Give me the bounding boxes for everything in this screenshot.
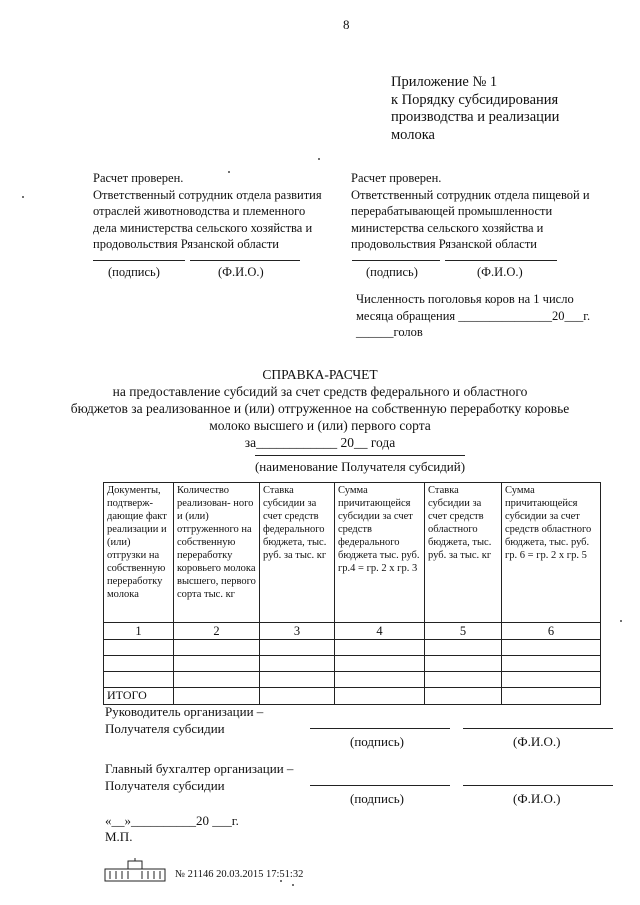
- table-cell[interactable]: [174, 688, 260, 705]
- left-check-text: отраслей животноводства и племенного: [93, 204, 306, 218]
- table-header-row: [104, 483, 601, 623]
- scan-speck: [228, 171, 230, 173]
- table-header-cell: Сумма причитающейся субсидии за счет средств федерального бюджета тыс. руб. гр.4 = гр. 2 х гр. 3: [335, 483, 425, 623]
- heading-block: [60, 366, 580, 451]
- cows-line: месяца обращения _______________20___г.: [356, 308, 591, 323]
- table-cell[interactable]: [335, 688, 425, 705]
- table-cell[interactable]: [502, 640, 601, 656]
- appendix-line: производства и реализации: [391, 109, 560, 125]
- appendix-block: [391, 74, 559, 144]
- table-number-row: [104, 623, 601, 640]
- recipient-label: (наименование Получателя субсидий): [254, 459, 466, 474]
- table-total-row: [104, 688, 601, 705]
- appendix-line: к Порядку субсидирования: [391, 91, 559, 108]
- head-fio-label: (Ф.И.О.): [513, 734, 561, 749]
- left-check-text: продовольствия Рязанской области: [93, 237, 279, 251]
- left-check-text: Ответственный сотрудник отдела развития: [93, 187, 322, 202]
- table-cell[interactable]: [425, 688, 502, 705]
- table-header-cell: Сумма причитающейся субсидии за счет средств областного бюджета, тыс. руб. гр. 6 = гр. 2 х гр. 5: [502, 483, 601, 623]
- head-sign-line: [310, 728, 450, 729]
- accountant-sign-label: (подпись): [350, 791, 404, 806]
- page-number: 8: [343, 17, 350, 32]
- table-cell[interactable]: [260, 672, 335, 688]
- heading-line: на предоставление субсидий за счет средств федерального и областного: [112, 384, 528, 399]
- registration-stamp: № 21146 20.03.2015 17:51:32: [175, 869, 304, 880]
- table-cell[interactable]: [502, 656, 601, 672]
- table-cell[interactable]: [260, 656, 335, 672]
- table-cell[interactable]: [174, 640, 260, 656]
- right-check-text: министерства сельского хозяйства и: [351, 220, 544, 235]
- head-sign-label: (подпись): [350, 734, 404, 749]
- scan-speck: [22, 196, 24, 198]
- table-cell[interactable]: [335, 640, 425, 656]
- accountant-fio-label: (Ф.И.О.): [513, 791, 561, 806]
- accountant-sign-line: [310, 785, 450, 786]
- table-cell[interactable]: [425, 656, 502, 672]
- table-row: [104, 640, 601, 656]
- table-total-label: ИТОГО: [104, 688, 174, 705]
- table-header-cell: Ставка субсидии за счет средств федерального бюджета, тыс. руб. за тыс. кг: [260, 483, 335, 623]
- left-sign-label: (подпись): [108, 265, 160, 279]
- head-fio-line: [463, 728, 613, 729]
- table-cell[interactable]: [502, 688, 601, 705]
- table-cell[interactable]: [425, 640, 502, 656]
- table-header-cell: Количество реализован- ного и (или) отгруженного на собственную переработку коровьего молока высшего, первого сорта тыс. кг: [174, 483, 260, 623]
- table-number-cell: 1: [104, 623, 174, 640]
- right-check-text: Ответственный сотрудник отдела пищевой и: [351, 187, 590, 202]
- date-line: «__»__________20 ___г.: [105, 813, 239, 828]
- table-cell[interactable]: [260, 688, 335, 705]
- table-row: [104, 672, 601, 688]
- cows-line: ______голов: [356, 325, 423, 339]
- table-row: [104, 656, 601, 672]
- table-cell[interactable]: [174, 656, 260, 672]
- accountant-fio-line: [463, 785, 613, 786]
- scan-speck: [292, 884, 294, 886]
- subsidy-table: [103, 482, 601, 705]
- table-cell[interactable]: [104, 656, 174, 672]
- table-cell[interactable]: [502, 672, 601, 688]
- heading-line: молоко высшего и (или) первого сорта: [209, 418, 431, 433]
- table-header-cell: Документы, подтверж- дающие факт реализации и (или) отгрузки на собственную переработку молока: [104, 483, 174, 623]
- head-signature-block: [105, 703, 263, 737]
- emblem-icon: [104, 857, 166, 883]
- right-sign-line: [352, 260, 440, 261]
- scan-speck: [280, 880, 282, 882]
- head-title: Руководитель организации –: [105, 704, 264, 719]
- table-number-cell: 4: [335, 623, 425, 640]
- left-sign-line: [93, 260, 185, 261]
- table-cell[interactable]: [425, 672, 502, 688]
- right-sign-label: (подпись): [366, 265, 418, 279]
- left-check-text: дела министерства сельского хозяйства и: [93, 220, 313, 235]
- right-check-text: продовольствия Рязанской области: [351, 237, 537, 251]
- cows-block: [356, 291, 590, 341]
- table-cell[interactable]: [260, 640, 335, 656]
- table-cell[interactable]: [335, 656, 425, 672]
- cows-line: Численность поголовья коров на 1 число: [356, 292, 574, 306]
- right-check-text: перерабатывающей промышленности: [351, 204, 553, 218]
- left-fio-line: [190, 260, 300, 261]
- table-cell[interactable]: [104, 672, 174, 688]
- table-cell[interactable]: [335, 672, 425, 688]
- scan-speck: [620, 620, 622, 622]
- table-number-cell: 2: [174, 623, 260, 640]
- left-fio-label: (Ф.И.О.): [218, 265, 264, 279]
- heading-period: за____________ 20__ года: [244, 435, 396, 450]
- head-subtitle: Получателя субсидии: [105, 721, 225, 736]
- appendix-line: молока: [391, 126, 435, 143]
- stamp-place: М.П.: [105, 829, 133, 844]
- accountant-subtitle: Получателя субсидии: [105, 778, 225, 793]
- right-check-block: [351, 170, 590, 253]
- right-check-title: Расчет проверен.: [351, 171, 442, 185]
- heading-title: СПРАВКА-РАСЧЕТ: [262, 367, 378, 382]
- table-number-cell: 5: [425, 623, 502, 640]
- appendix-line: Приложение № 1: [391, 74, 498, 90]
- emblem-icon: [104, 857, 166, 883]
- right-fio-line: [445, 260, 557, 261]
- left-check-title: Расчет проверен.: [93, 171, 184, 185]
- accountant-title: Главный бухгалтер организации –: [105, 761, 294, 776]
- table-cell[interactable]: [174, 672, 260, 688]
- heading-line: бюджетов за реализованное и (или) отгруженное на собственную переработку коровье: [70, 401, 570, 416]
- table-header-cell: Ставка субсидии за счет средств областного бюджета, тыс. руб. за тыс. кг: [425, 483, 502, 623]
- left-check-block: [93, 170, 322, 253]
- table-number-cell: 3: [260, 623, 335, 640]
- right-fio-label: (Ф.И.О.): [477, 265, 523, 279]
- table-cell[interactable]: [104, 640, 174, 656]
- recipient-line: [255, 455, 465, 456]
- accountant-signature-block: [105, 760, 293, 794]
- table-number-cell: 6: [502, 623, 601, 640]
- scan-speck: [318, 158, 320, 160]
